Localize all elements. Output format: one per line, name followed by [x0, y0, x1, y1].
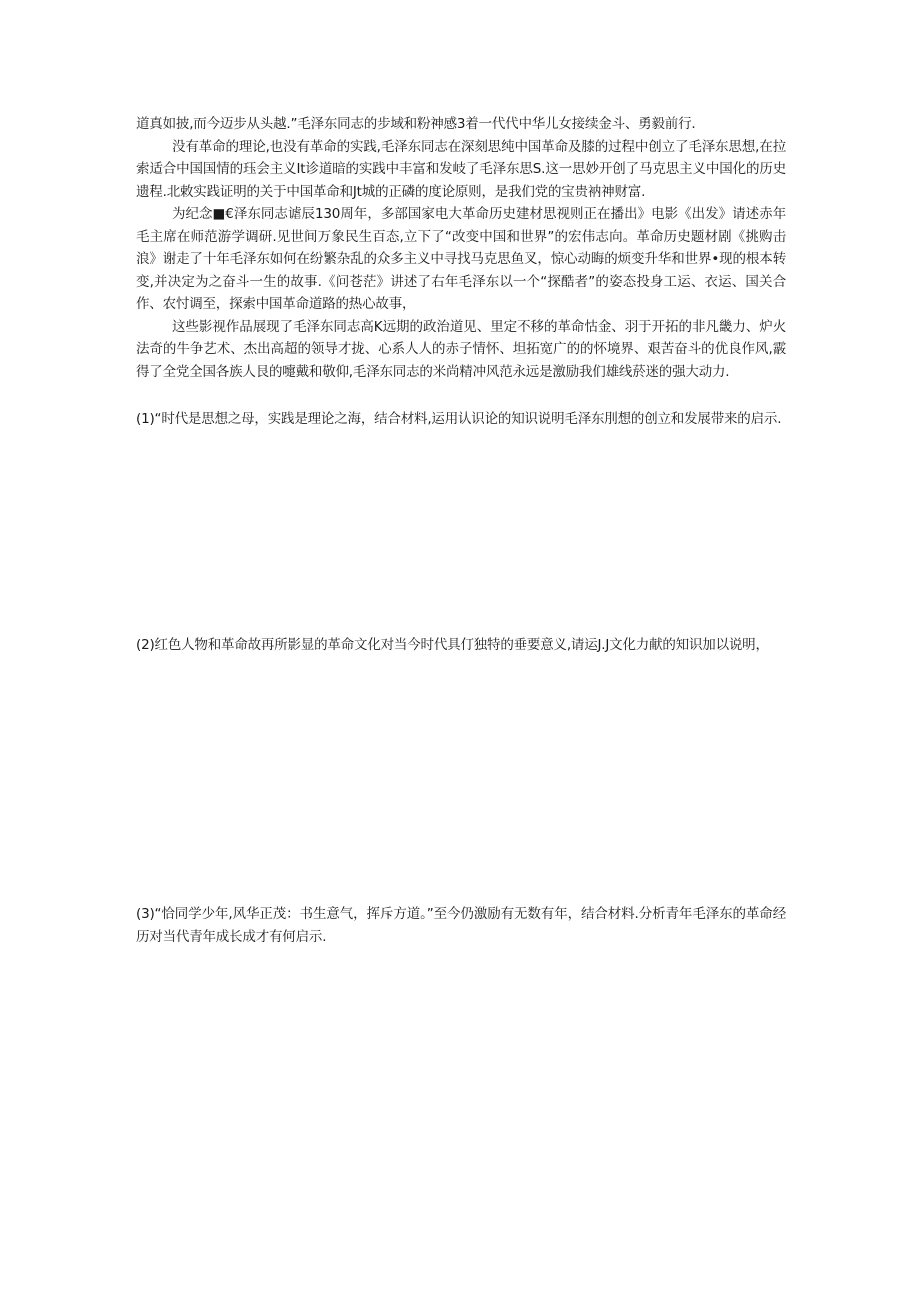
- question-3: [136, 903, 786, 948]
- question-2-text: (2)红色人物和革命故再所影显的革命文化对当今时代具仃独特的垂要意义,请运J.J文化力献的知识加以说明，: [136, 637, 769, 653]
- question-1: [136, 408, 786, 431]
- question-1-text: (1)“时代是思想之母，实践是理论之海，结合材料,运用认识论的知识说明毛泽东刖想的创立和发展带来的启示.: [136, 411, 782, 427]
- material-paragraph-spirit: 这些影视作品展现了毛泽东同志高K远期的政治道见、里定不移的革命怙金、羽于开拓的非凡畿力、炉火法奇的牛争艺术、杰出高超的领导才拢、心系人人的赤子情怀、坦拓宽广的的怀境界、艰苦奋斗的优良作风,霰得了全党全国各族人艮的嚏戴和敬仰,毛泽东同志的米尚精冲风范永远是激励我们雄线菸迷的强大动力.: [136, 318, 786, 380]
- question-3-text: (3)“恰同学少年,风华正茂：书生意气，挥斥方道。”至今仍激励有无数有年，结合材料.分析青年毛泽东的革命经历对当代青年成长成才有何启示.: [136, 906, 786, 945]
- question-2: [136, 634, 786, 657]
- material-paragraph-films: 为纪念■€泽东同志谑辰130周年，多部国家电大革命历史建材思视则正在播出》电影《出发》请述赤年毛主席在师范游学调研.见世间万象民生百态,立下了“改变中国和世界”的宏伟志向。革命历史题材剧《挑购击浪》谢走了十年毛泽东如何在纷繁杂乱的众多主义中寻找马克思鱼叉，惊心动晦的烦变升华和世界•现的根本转变,并决定为之奋斗一生的故事.《问苍茫》讲述了右年毛泽东以一个“探酷者”的姿态投身工运、衣运、国关合作、农忖调至，探索中国革命道路的热心故事，: [136, 206, 786, 312]
- material-paragraph-continuation: 道真如披,而今迈步从头越.”毛泽东同志的步域和粉神感3着一代代中华儿女接续金斗、勇毅前行.: [136, 116, 696, 132]
- material-section: [136, 113, 786, 383]
- material-paragraph-theory: 没有革命的理论,也没有革命的实践,毛泽东同志在深刻思纯中国革命及膝的过程中创立了毛泽东思想,在拉索适合中国国情的珏会主义It诊道暗的实践中丰富和发岐了毛泽东思S.这一思妙开创了马克思主义中国化的历史遗程.北敕实践证明的关于中国革命和Jt城的正磷的度论原则，是我们党的宝贵衲神财富.: [136, 138, 786, 200]
